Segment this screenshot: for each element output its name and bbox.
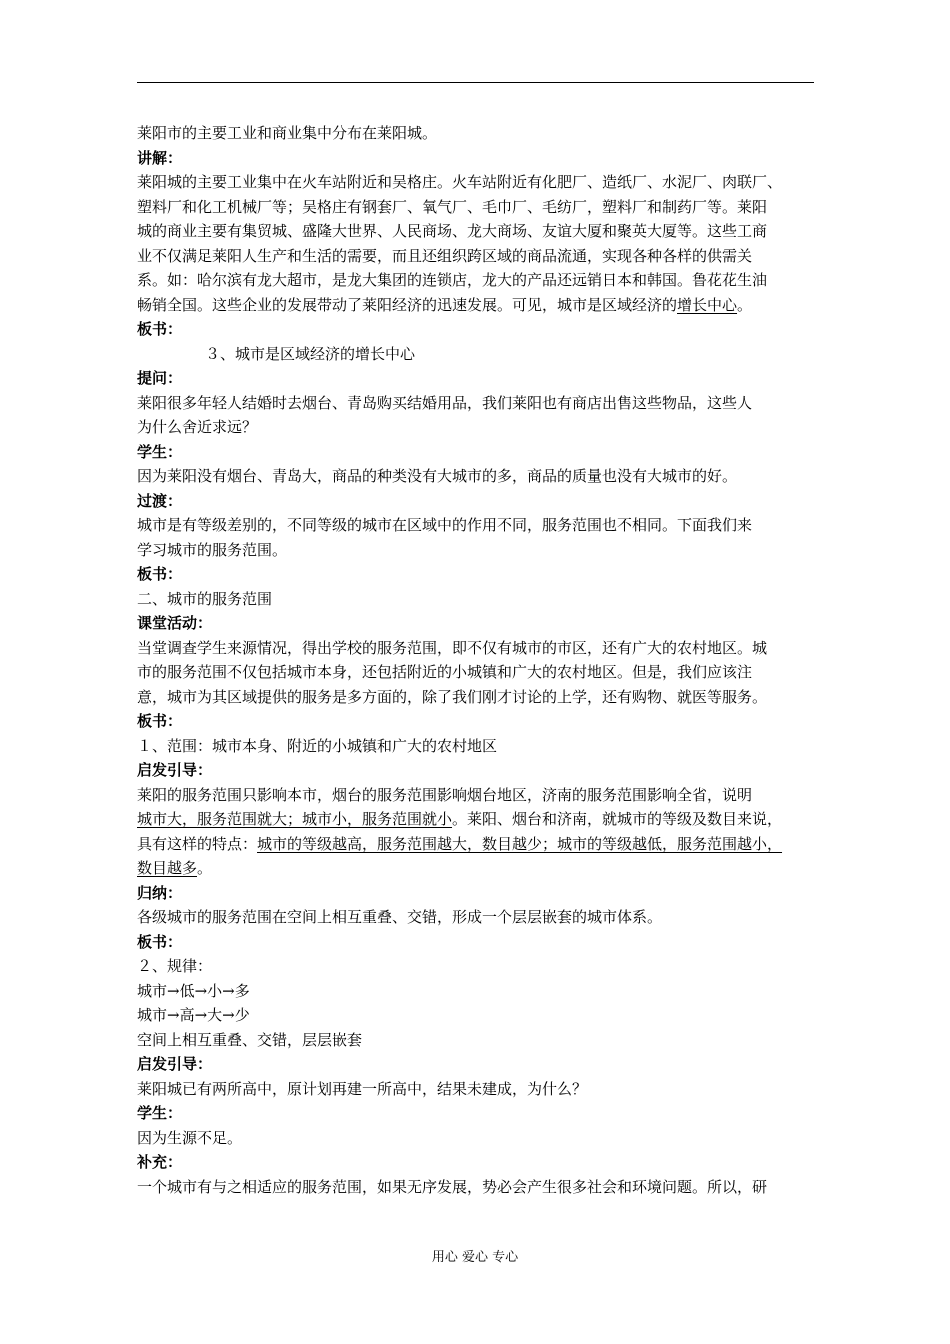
section-label-explain: 讲解：	[137, 148, 183, 167]
paragraph-line: 系。如：哈尔滨有龙大超市，是龙大集团的连锁店，龙大的产品还远销日本和韩国。鲁花花生油	[137, 271, 768, 289]
paragraph-line: 为什么舍近求远？	[137, 418, 258, 436]
section-label-transition: 过渡：	[137, 491, 183, 510]
board-heading: ３、城市是区域经济的增长中心	[205, 344, 416, 363]
underlined-key-term: 城市大，服务范围就大；城市小，服务范围就小	[137, 810, 453, 828]
paragraph-line: 城市是有等级差别的，不同等级的城市在区域中的作用不同，服务范围也不相同。下面我们来	[137, 516, 753, 534]
section-label-activity: 课堂活动：	[137, 614, 213, 632]
rule-line: 空间上相互重叠、交错，层层嵌套	[137, 1030, 363, 1049]
paragraph-line: 莱阳市的主要工业和商业集中分布在莱阳城。	[137, 124, 438, 142]
page-footer: 用心 爱心 专心	[431, 1250, 519, 1265]
underlined-key-term: 城市的等级越高，服务范围越大，数目越少；城市的等级越低，服务范围越小，	[257, 834, 783, 853]
section-label-question: 提问：	[137, 369, 183, 387]
document-body	[137, 121, 817, 1199]
section-label-summary: 归纳：	[137, 883, 183, 902]
section-label-board: 板书：	[137, 320, 183, 338]
section-label-guidance: 启发引导：	[137, 1055, 213, 1073]
paragraph-line: 莱阳城的主要工业集中在火车站附近和吴格庄。火车站附近有化肥厂、造纸厂、水泥厂、肉联厂、	[137, 173, 783, 191]
paragraph-line: 意，城市为其区域提供的服务是多方面的，除了我们刚才讨论的上学，还有购物、就医等服务。	[137, 687, 768, 706]
underlined-key-term: 增长中心	[677, 295, 738, 314]
board-heading: ２、规律：	[137, 957, 213, 975]
board-heading: １、范围：城市本身、附近的小城镇和广大的农村地区	[137, 736, 498, 755]
paragraph-line: 莱阳很多年轻人结婚时去烟台、青岛购买结婚用品，我们莱阳也有商店出售这些物品，这些人	[137, 393, 753, 412]
paragraph-line: 当堂调查学生来源情况，得出学校的服务范围，即不仅有城市的市区，还有广大的农村地区。城	[137, 638, 768, 657]
paragraph-line: 市的服务范围不仅包括城市本身，还包括附近的小城镇和广大的农村地区。但是，我们应该注	[137, 663, 753, 681]
paragraph-line: 城的商业主要有集贸城、盛隆大世界、人民商场、龙大商场、友谊大厦和聚英大厦等。这些工商	[137, 222, 768, 240]
section-label-board: 板书：	[137, 565, 183, 583]
paragraph-line: 学习城市的服务范围。	[137, 540, 288, 559]
section-label-student: 学生：	[137, 1104, 183, 1122]
header-rule	[137, 82, 814, 83]
paragraph-line: 因为生源不足。	[137, 1128, 243, 1147]
paragraph-line: 一个城市有与之相适应的服务范围，如果无序发展，势必会产生很多社会和环境问题。所以，研	[137, 1177, 768, 1196]
section-label-student: 学生：	[137, 442, 183, 461]
board-heading: 二、城市的服务范围	[137, 589, 273, 608]
paragraph-line: 莱阳的服务范围只影响本市，烟台的服务范围影响烟台地区，济南的服务范围影响全省，说明	[137, 785, 753, 804]
paragraph-line: 各级城市的服务范围在空间上相互重叠、交错，形成一个层层嵌套的城市体系。	[137, 908, 663, 926]
section-label-supplement: 补充：	[137, 1153, 183, 1171]
paragraph-line: 塑料厂和化工机械厂等；吴格庄有钢套厂、氧气厂、毛巾厂、毛纺厂，塑料厂和制药厂等。莱阳	[137, 197, 768, 216]
section-label-guidance: 启发引导：	[137, 761, 213, 779]
text-run: 畅销全国。这些企业的发展带动了莱阳经济的迅速发展。可见，城市是区域经济的	[137, 295, 678, 314]
paragraph-line: 业不仅满足莱阳人生产和生活的需要，而且还组织跨区域的商品流通，实现各种各样的供需关	[137, 246, 753, 265]
paragraph-line	[137, 832, 817, 857]
paragraph-line: 莱阳城已有两所高中，原计划再建一所高中，结果未建成，为什么？	[137, 1079, 588, 1098]
text-run: 具有这样的特点：	[137, 834, 258, 853]
paragraph-line	[137, 293, 817, 318]
paragraph-line	[137, 807, 817, 832]
text-run: 。莱阳、烟台和济南，就城市的等级及数目来说，	[452, 810, 783, 828]
rule-line: 城市→低→小→多	[137, 981, 250, 1000]
text-run: 。	[737, 295, 753, 314]
paragraph-line: 因为莱阳没有烟台、青岛大，商品的种类没有大城市的多，商品的质量也没有大城市的好。	[137, 467, 738, 485]
section-label-board: 板书：	[137, 932, 183, 951]
rule-line: 城市→高→大→少	[137, 1006, 250, 1024]
underlined-key-term: 数目越多	[137, 859, 198, 877]
paragraph-line	[137, 856, 817, 881]
text-run: 。	[197, 859, 213, 877]
section-label-board: 板书：	[137, 712, 183, 730]
